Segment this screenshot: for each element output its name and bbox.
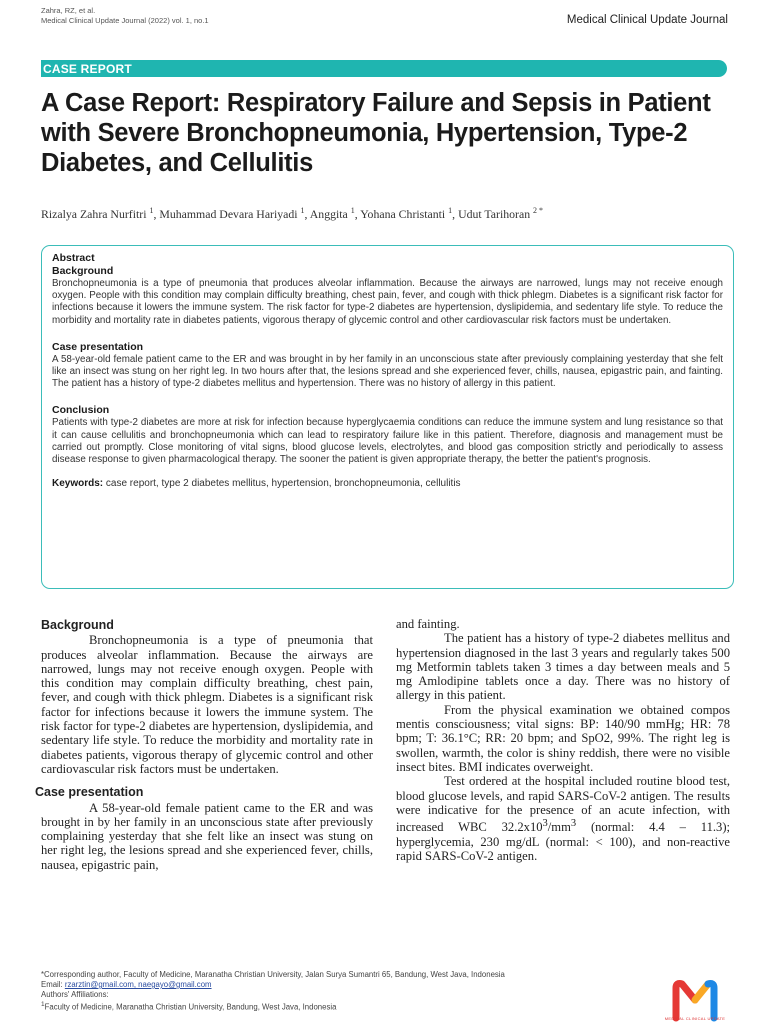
abstract-keywords [52, 478, 723, 489]
author-affiliation-mark: 1 [300, 206, 305, 215]
journal-name: Medical Clinical Update Journal [566, 14, 728, 26]
author-list: Rizalya Zahra Nurfitri $^1$, Muhammad Devara Hariyadi $^1$, Anggita $^1$, Yohana Christanti $^1$, Udut Tarihoran $^{2 *}$ [41, 206, 544, 221]
history-paragraph: The patient has a history of type-2 diabetes mellitus and hypertension diagnosed in the last 3 years and regularly takes 500 mg Metformin tablets taken 3 times a day between meals and 5 mg Amlodipine tablets once a day. There was no history of allergy in this patient. [396, 631, 730, 703]
abstract-heading: Abstract [52, 252, 95, 264]
running-header-citation [41, 6, 209, 26]
corresponding-author-note: *Corresponding author, Faculty of Medicine, Maranatha Christian University, Jalan Surya Sumantri 65, Bandung, West Java, Indonesia [41, 970, 505, 979]
author-name: Anggita [309, 206, 348, 221]
abstract-conclusion-heading: Conclusion [52, 404, 110, 417]
abstract-background-text: Bronchopneumonia is a type of pneumonia that produces alveolar inflammation. Because the airways are narrowed, lungs may not receive enough oxygen. People with this condition may complain difficulty breathing, chest pain, fever, and cough with thick phlegm. Diabetes is a significant risk factor for infections because it lowers the immune system. The risk factor for type-2 diabetes are hypertension, dyslipidemia, and sedentary life style. To reduce the morbidity and mortality rate in diabetes patients, vigorous therapy of glycemic control and other cardiovascular risk factors must be undertaken. [52, 278, 723, 326]
affiliations-heading: Authors' Affiliations: [41, 990, 109, 999]
affiliation-1: $^1$Faculty of Medicine, Maranatha Christian University, Bandung, West Java, Indonesia [41, 1001, 337, 1012]
article-type-label: CASE REPORT [43, 62, 132, 76]
author-name: Yohana Christanti [360, 206, 446, 221]
citation-journal: Medical Clinical Update Journal (2022) vol. 1, no.1 [41, 16, 209, 25]
section-heading-background: Background [41, 618, 114, 632]
author-name: Muhammad Devara Hariyadi [159, 206, 298, 221]
abstract-conclusion-text: Patients with type-2 diabetes are more at risk for infection because hyperglycaemia conditions can reduce the immune system and lung resistance so that it can cause cellulitis and bronchopneumonia which can lead to respiratory failure like in this patient. Therefore, diagnosis and management must be carried out promptly. Close monitoring of vital signs, blood glucose levels, electrolytes, and blood gas composition strictly and periodically to assess disease response to given pharmacological therapy. The sooner the patient is given appropriate therapy, the better the patient's prognosis. [52, 417, 723, 466]
abstract-box [41, 245, 734, 589]
author-affiliation-mark: 1 [350, 206, 355, 215]
logo-caption: MEDICAL CLINICAL UPDATE [664, 1016, 726, 1021]
abstract-case-text: A 58-year-old female patient came to the ER and was brought in by her family in an unconscious state after previously complaining yesterday that she felt like an insect was stung on her right leg. In two hours after that, the lesions spread and she experienced fever, chills, nausea, epigastric pain, and fainting. The patient has a history of type-2 diabetes mellitus and hypertension. There was no history of allergy in this patient. [52, 353, 723, 390]
author-affiliation-mark: 1 [448, 206, 453, 215]
article-type-banner [41, 60, 727, 77]
case-continuation: and fainting. [396, 617, 460, 631]
body-column-left [35, 618, 373, 872]
physical-exam-paragraph: From the physical examination we obtained compos mentis consciousness; vital signs: BP: 140/90 mmHg; HR: 78 bpm; T: 36.1°C; RR: 20 bpm; and SpO2, 99%. The right leg is swollen, warmth, the color is shiny reddish, there were no visible insect bites. BMI indicates overweight. [396, 702, 730, 774]
footnotes [41, 970, 641, 1013]
author-name: Rizalya Zahra Nurfitri [41, 206, 147, 221]
abstract-background-heading: Background [52, 265, 114, 277]
keywords-text: case report, type 2 diabetes mellitus, hypertension, bronchopneumonia, cellulitis [103, 478, 461, 490]
email-line: Email: rzarztin@gmail.com, naegayo@gmail.com [41, 980, 212, 989]
keywords-label: Keywords: [52, 478, 104, 490]
background-paragraph: Bronchopneumonia is a type of pneumonia that produces alveolar inflammation. Because the airways are narrowed, lungs may not receive enough oxygen. People with this condition may complain difficulty breathing, chest pain, fever, and cough with thick phlegm. Diabetes is a significant risk factor for infections because it lowers the immune system. The risk factor for type-2 diabetes are hypertension, dyslipidemia, and sedentary life style. To reduce the morbidity and mortality rate in diabetes patients, vigorous therapy of glycemic control and other cardiovascular risk factors must be undertaken. [41, 633, 373, 776]
body-column-right [396, 617, 730, 863]
email-link[interactable]: rzarztin@gmail.com, naegayo@gmail.com [64, 980, 212, 989]
author-affiliation-mark: 2 * [533, 206, 544, 215]
author-affiliation-mark: 1 [149, 206, 154, 215]
case-presentation-paragraph: A 58-year-old female patient came to the ER and was brought in by her family in an unconscious state after previously complaining yesterday that she felt like an insect was stung on her right leg, the lesions spread and she experienced fever, chills, nausea, epigastric pain, [41, 800, 373, 872]
author-name: Udut Tarihoran [458, 206, 531, 221]
article-title: A Case Report: Respiratory Failure and Sepsis in Patient with Severe Bronchopneumonia, Hypertension, Type-2 Diabetes, and Cellulitis [41, 89, 711, 177]
lab-tests-paragraph: Test ordered at the hospital included routine blood test, blood glucose levels, and rapid SARS-CoV-2 antigen. The results were indicative for the presence of an acute infection, with increased WBC $32.2x10^3/mm^3$ (normal: 4.4 – 11.3); hyperglycemia, 230 mg/dL (normal: < 100), and non-reactive rapid SARS-CoV-2 antigen. [396, 774, 731, 863]
section-heading-case-presentation: Case presentation [35, 785, 144, 800]
abstract-case-heading: Case presentation [52, 340, 144, 353]
citation-authors: Zahra, RZ, et al. [41, 6, 96, 15]
